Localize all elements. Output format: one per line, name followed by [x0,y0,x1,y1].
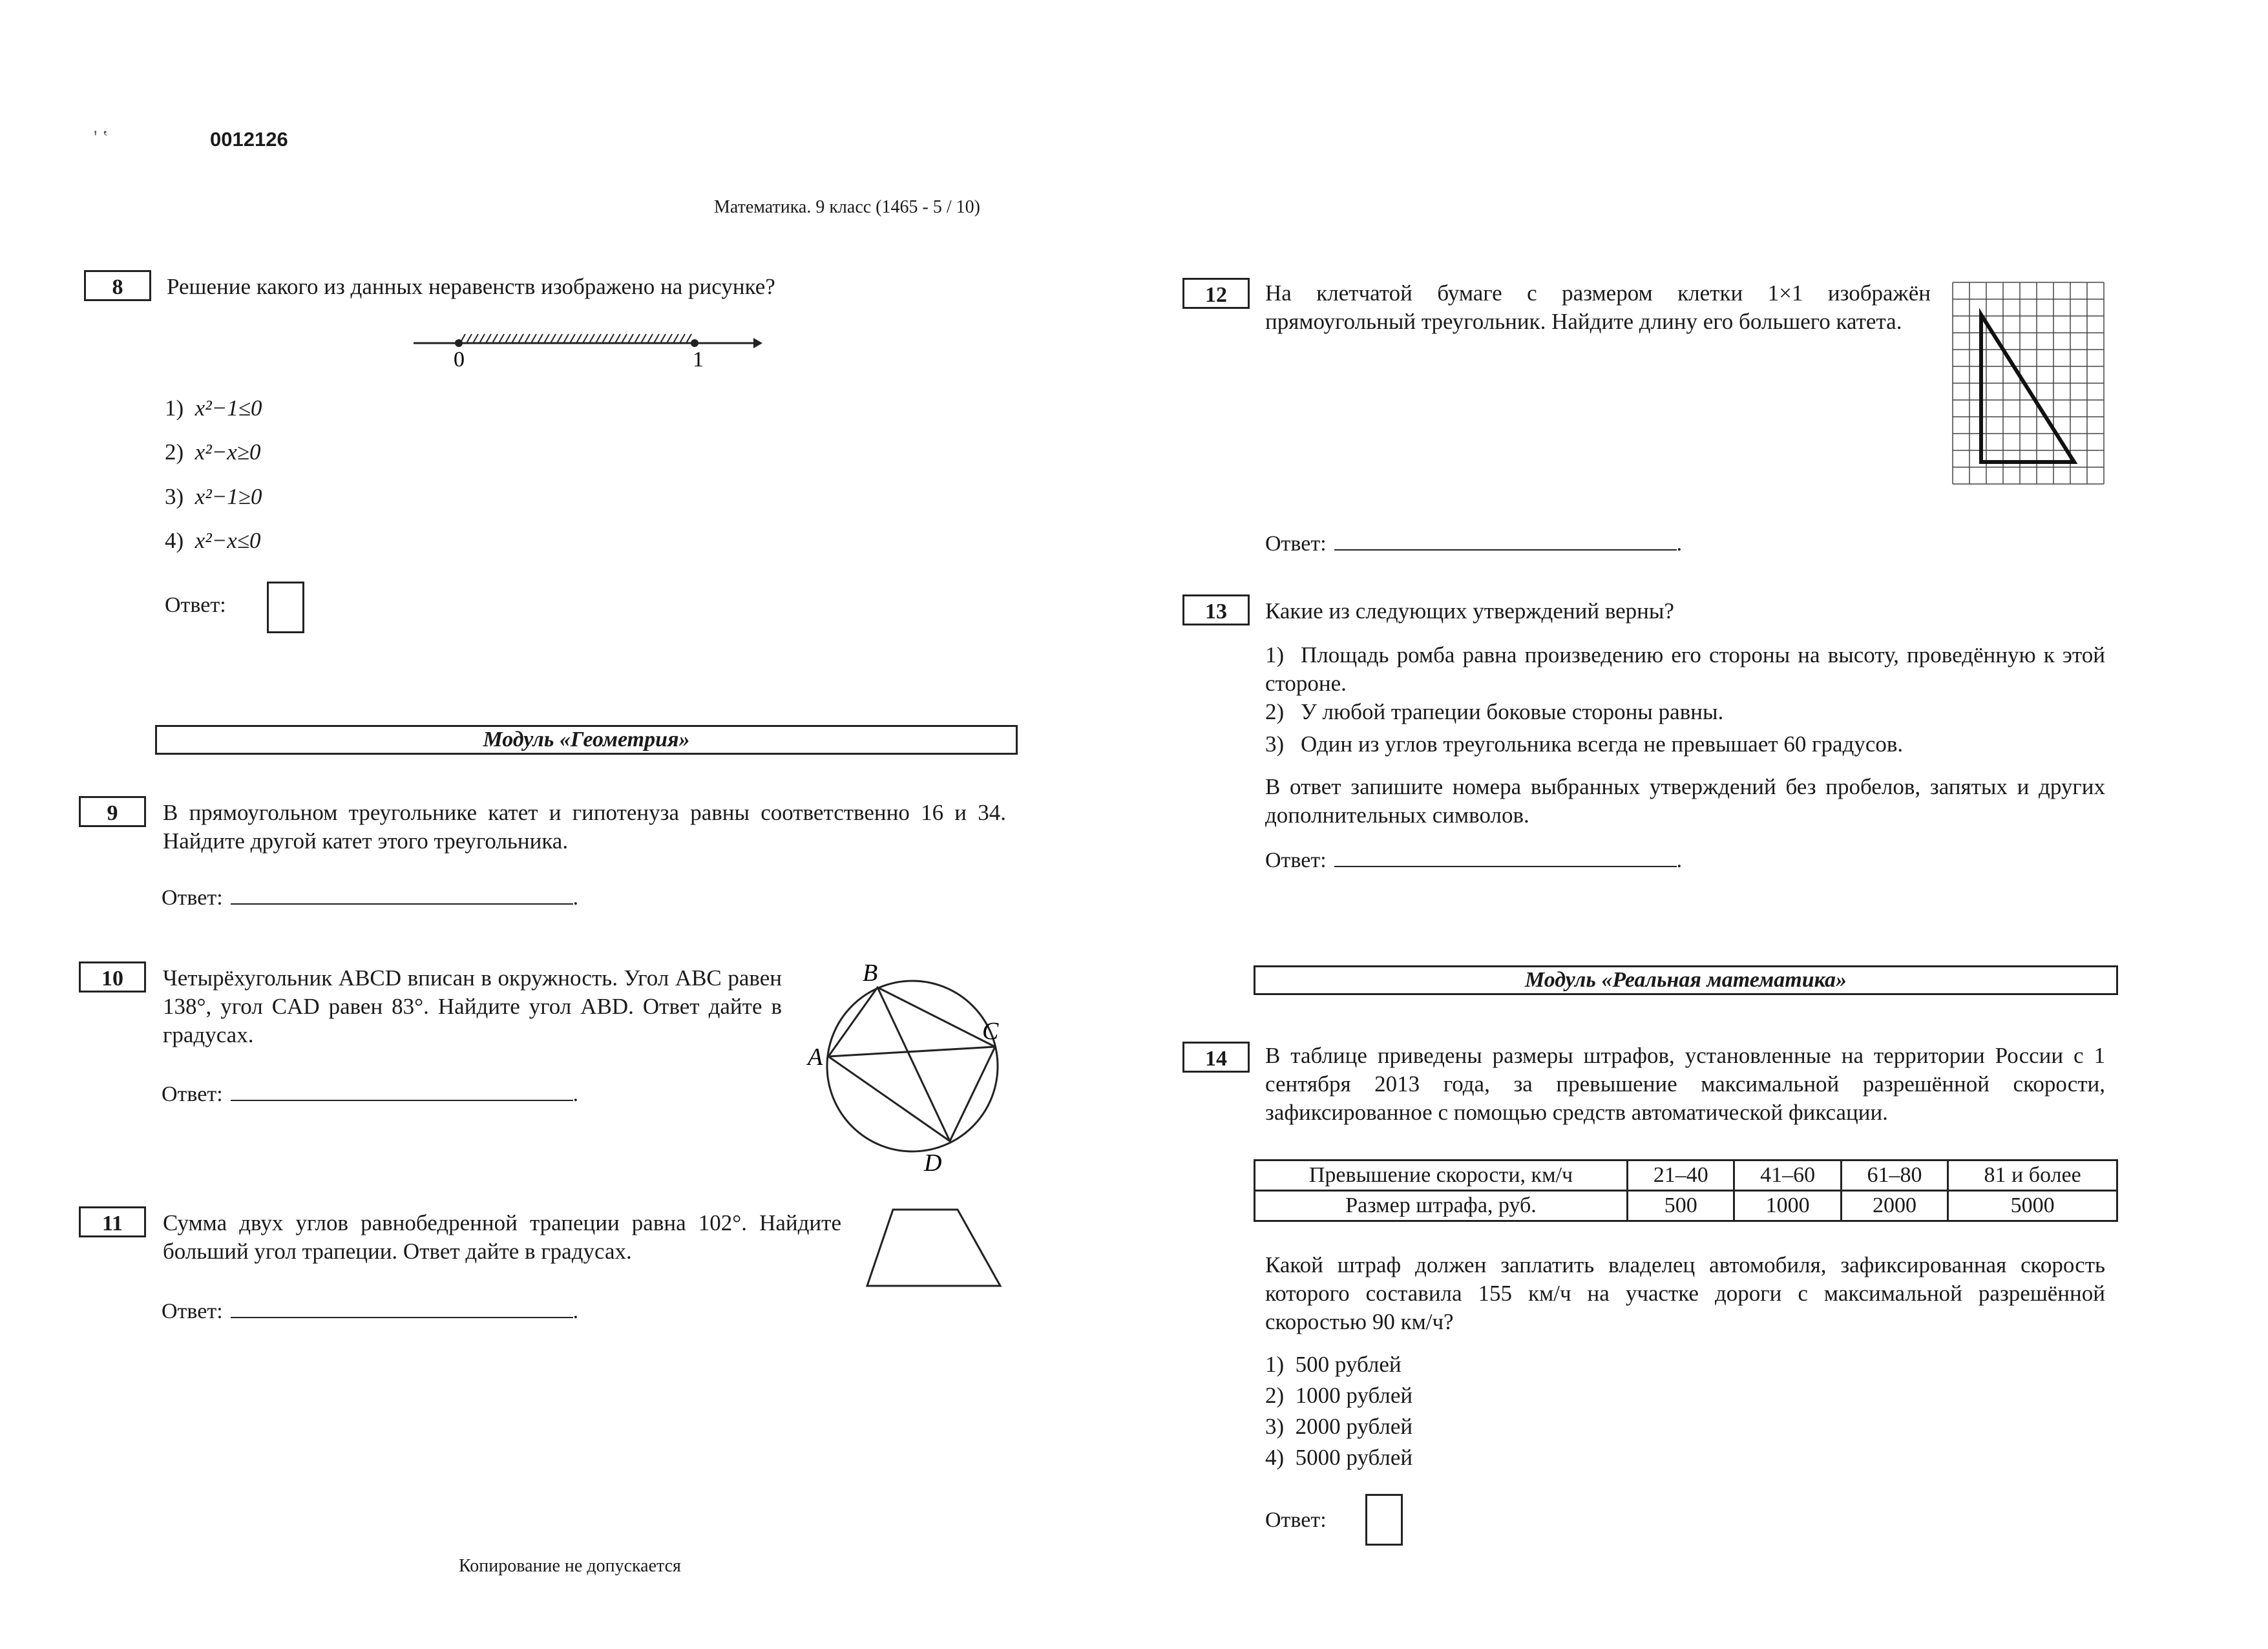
question-14-text: В таблице приведены размеры штрафов, установленные на территории России с 1 сентября 2013 года, за превышение максимальной разрешённой скорости, зафиксированное с помощью средств автоматической фиксации. [1265,1043,2105,1125]
question-number-9: 9 [79,796,146,827]
q9-answer-line[interactable] [231,884,573,905]
tick-label-0: 0 [454,348,465,372]
q10-answer-line[interactable] [231,1080,573,1101]
q12-answer-line[interactable] [1334,530,1677,551]
question-number-13: 13 [1182,594,1250,625]
table-cell: 500 [1628,1191,1734,1221]
q8-option-4: 4) x²−x≤0 [165,528,261,553]
table-row [1255,1191,2117,1221]
question-9-text: В прямоугольном треугольнике катет и гипотенуза равны соответственно 16 и 34. Найдите другой катет этого треугольника. [163,800,1006,854]
hatched-interval [460,334,691,343]
q8-option-1: 1) x²−1≤0 [165,395,262,421]
footer-copyright: Копирование не допускается [459,1556,681,1576]
q14-question: Какой штраф должен заплатить владелец автомобиля, зафиксированная скорость которого составила 155 км/ч на участке дороги с максимальной разрешённой скоростью 90 км/ч? [1265,1252,2105,1334]
q11-answer-line[interactable] [231,1297,573,1318]
page-header: Математика. 9 класс (1465 - 5 / 10) [714,197,980,217]
q13-statement-3: 3) Один из углов треугольника всегда не превышает 60 градусов. [1265,731,1904,757]
label-c: C [982,1018,999,1045]
tick-label-1: 1 [693,348,704,372]
quadrilateral [828,987,995,1141]
table-cell: 5000 [1948,1191,2117,1221]
q10-answer: Ответ: . [162,1080,578,1107]
q8-option-2: 2) x²−x≥0 [165,439,261,465]
question-12-text: На клетчатой бумаге с размером клетки 1×1 изображён прямоугольный треугольник. Найдите длину его большего катета. [1265,280,1931,334]
q14-option-4: 4) 5000 рублей [1265,1445,1413,1470]
label-a: A [808,1044,823,1071]
question-10-text: Четырёхугольник ABCD вписан в окружность. Угол ABC равен 138°, угол CAD равен 83°. Найдите угол ABD. Ответ дайте в градусах. [163,965,782,1047]
q13-statement-2: 2) У любой трапеции боковые стороны равны. [1265,699,1724,724]
q13-answer: Ответ: . [1265,846,1682,873]
table-cell: 41–60 [1734,1161,1841,1191]
q14-option-2: 2) 1000 рублей [1265,1383,1413,1408]
module-real-math-title: Модуль «Реальная математика» [1254,965,2118,995]
question-number-11: 11 [79,1206,146,1237]
diagonal-bd [877,987,950,1141]
question-number-12: 12 [1182,278,1250,309]
table-cell: 21–40 [1628,1161,1734,1191]
q11-answer: Ответ: . [162,1297,578,1324]
q8-answer-box[interactable] [267,582,304,633]
fines-table [1254,1159,2118,1222]
point-1 [691,339,698,347]
q13-answer-line[interactable] [1334,846,1677,867]
inscribed-quadrilateral-figure [801,963,1021,1176]
diagonal-ac [828,1047,995,1056]
scan-marks: ' ‛ [94,127,109,148]
module-geometry-title: Модуль «Геометрия» [155,725,1018,755]
circle [827,981,998,1151]
number-line [401,326,769,372]
table-cell: 61–80 [1841,1161,1948,1191]
right-triangle [1981,315,2074,462]
table-cell: 81 и более [1948,1161,2117,1191]
q12-answer: Ответ: . [1265,530,1682,556]
q9-answer: Ответ: . [162,884,578,910]
question-number-14: 14 [1182,1042,1250,1073]
arrow-right-icon [753,338,762,348]
q13-statement-1: 1) Площадь ромба равна произведению его стороны на высоту, проведённую к этой стороне. [1265,642,2105,696]
question-11-text: Сумма двух углов равнобедренной трапеции равна 102°. Найдите больший угол трапеции. Ответ дайте в градусах. [163,1210,841,1264]
grid-paper [1953,282,2104,484]
table-cell: Превышение скорости, км/ч [1255,1161,1628,1191]
trapezoid-figure [866,1202,1008,1292]
q13-instruction: В ответ запишите номера выбранных утверждений без пробелов, запятых и других дополнительных символов. [1265,774,2105,828]
point-0 [455,339,463,347]
q14-option-3: 3) 2000 рублей [1265,1414,1413,1439]
q8-option-3: 3) x²−1≥0 [165,484,262,509]
sheet-id: 0012126 [210,128,288,151]
table-row [1255,1161,2117,1191]
question-number-10: 10 [79,961,146,993]
grid-triangle-figure [1951,281,2106,494]
label-d: D [924,1150,942,1176]
question-number-8: 8 [84,270,151,301]
trapezoid [867,1210,1000,1286]
q14-answer-label: Ответ: [1265,1508,1327,1532]
q14-answer-box[interactable] [1365,1494,1403,1546]
q8-answer-label: Ответ: [165,593,226,617]
question-13-text: Какие из следующих утверждений верны? [1265,598,1674,624]
q14-option-1: 1) 500 рублей [1265,1352,1402,1377]
label-b: B [863,963,878,987]
question-8-text: Решение какого из данных неравенств изображено на рисунке? [167,274,775,299]
table-cell: Размер штрафа, руб. [1255,1191,1628,1221]
table-cell: 2000 [1841,1191,1948,1221]
table-cell: 1000 [1734,1191,1841,1221]
